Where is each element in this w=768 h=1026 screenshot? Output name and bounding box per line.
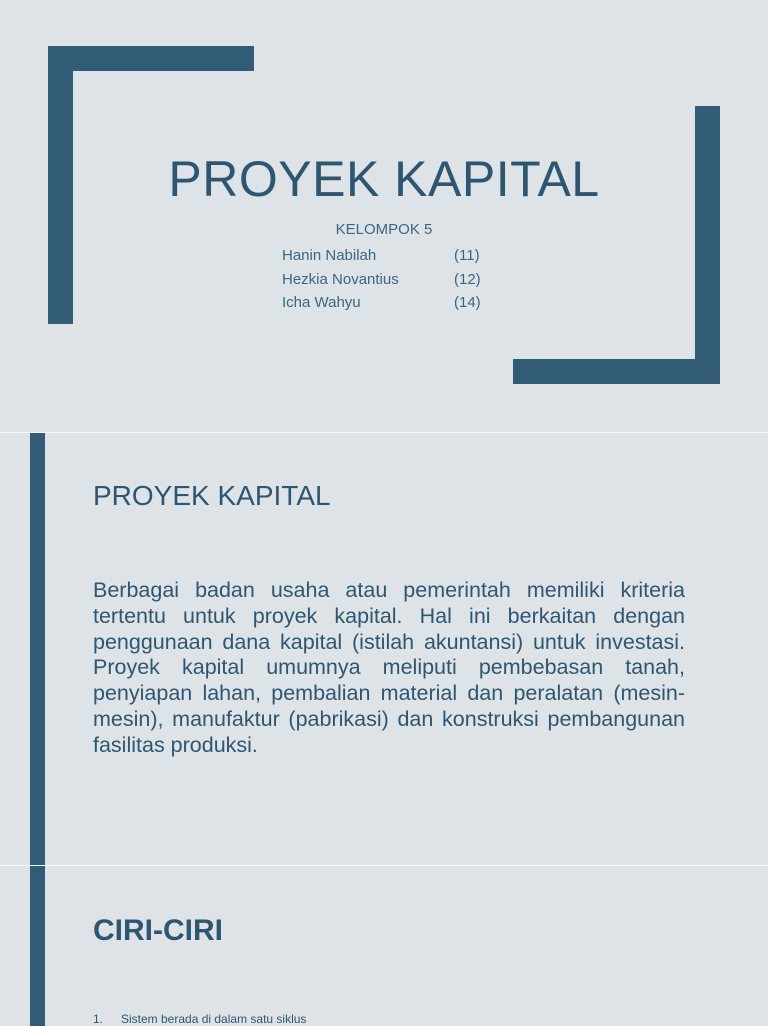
left-accent-bar xyxy=(30,433,45,865)
list-item-text: Sistem berada di dalam satu siklus xyxy=(121,1012,307,1026)
slide-body-text: Berbagai badan usaha atau pemerintah memiliki kriteria tertentu untuk proyek kapital. Hal ini berkaitan dengan penggunaan dana kapital (istilah akuntansi) untuk investasi. Proyek kapital umumnya meliputi pembebasan tanah, penyiapan lahan, pembalian material dan peralatan (mesin-mesin), manufaktur (pabrikasi) dan konstruksi pembangunan fasilitas produksi. xyxy=(93,578,685,757)
member-number: (12) xyxy=(454,270,481,288)
list-item-number: 1. xyxy=(93,1012,104,1026)
left-accent-bar xyxy=(30,866,45,1026)
content-slide xyxy=(0,433,768,865)
member-row xyxy=(282,244,502,268)
content-slide xyxy=(0,866,768,1026)
frame-bottom-right-vertical xyxy=(695,106,720,384)
title-slide xyxy=(0,0,768,432)
member-number: (11) xyxy=(454,247,480,264)
member-list xyxy=(282,244,502,315)
slide-title: PROYEK KAPITAL xyxy=(168,151,600,207)
member-name: Hezkia Novantius xyxy=(282,270,399,288)
slide-title: PROYEK KAPITAL xyxy=(93,480,331,511)
member-number: (14) xyxy=(454,294,481,311)
frame-top-left-horizontal xyxy=(48,46,254,71)
slide-title: CIRI-CIRI xyxy=(93,914,223,947)
frame-bottom-right-horizontal xyxy=(513,359,720,384)
slide-subtitle: KELOMPOK 5 xyxy=(335,221,433,238)
member-row xyxy=(282,268,502,292)
member-name: Hanin Nabilah xyxy=(282,247,377,264)
member-row xyxy=(282,291,502,315)
member-name: Icha Wahyu xyxy=(282,294,361,311)
